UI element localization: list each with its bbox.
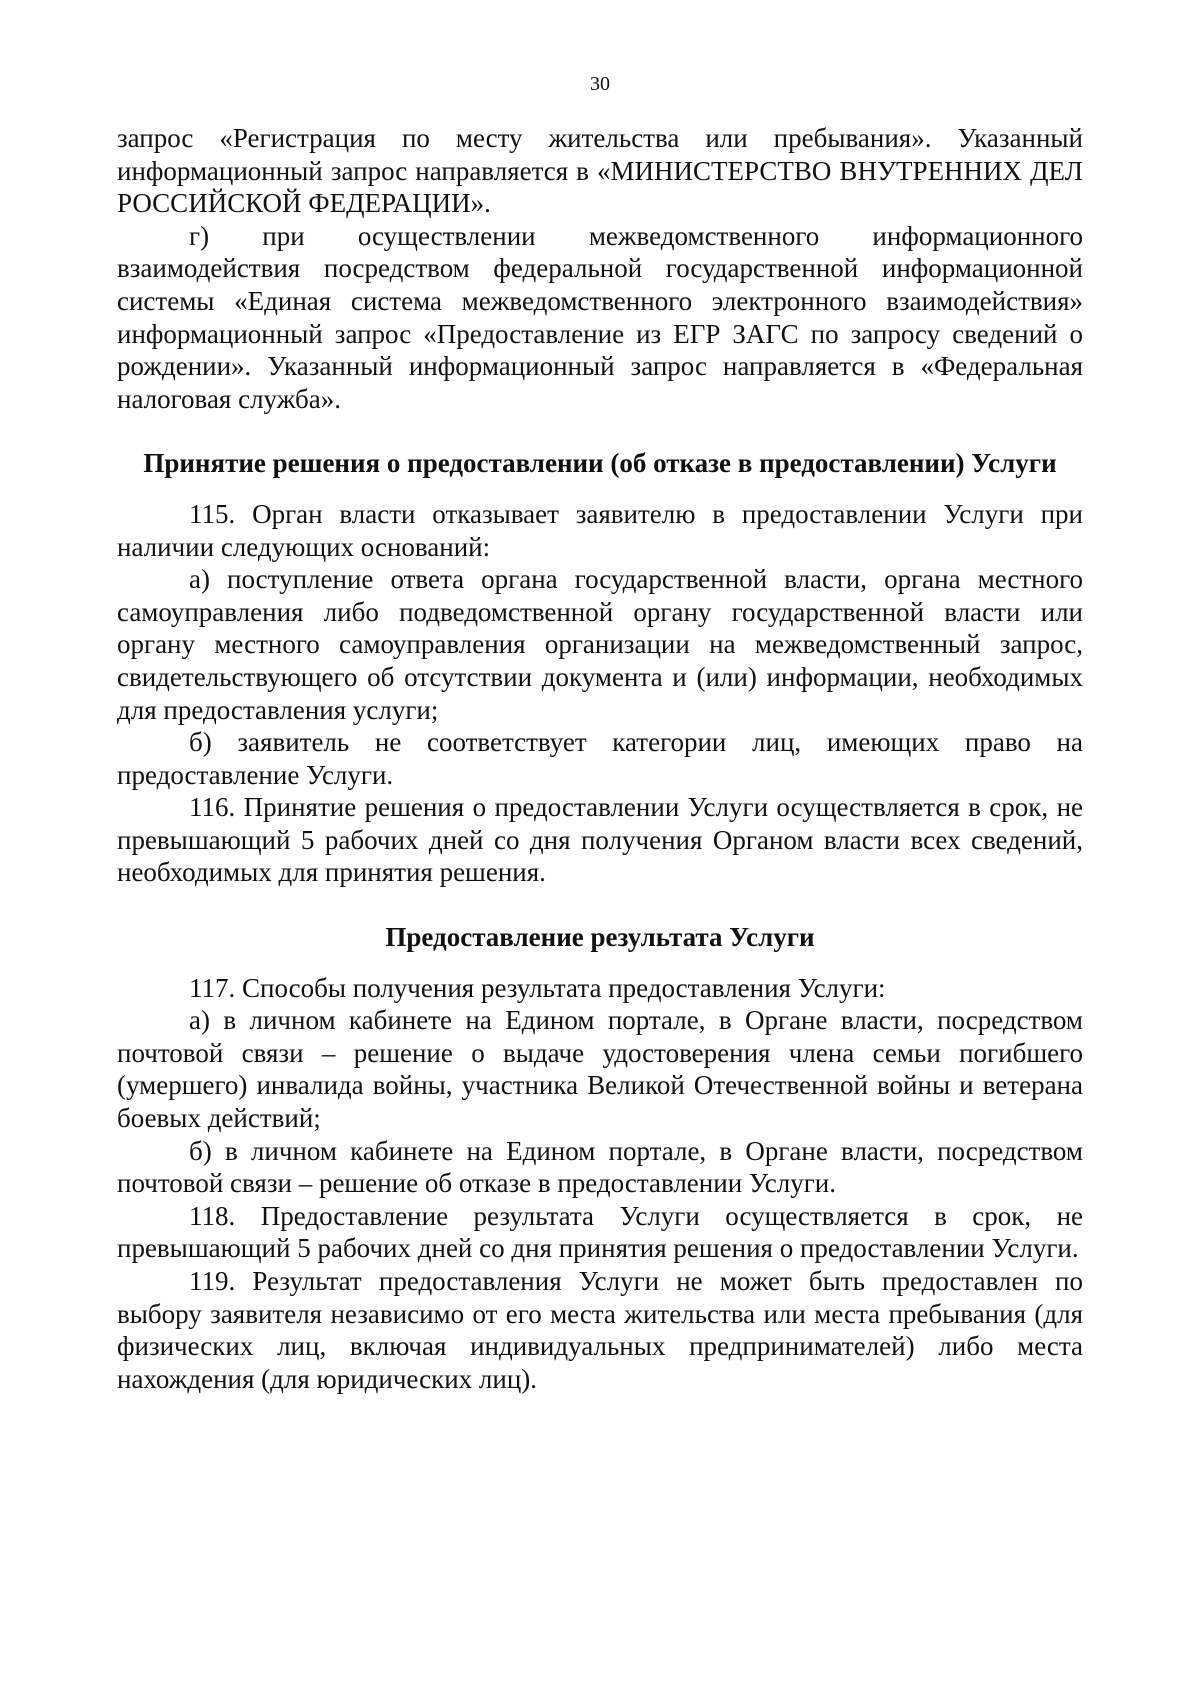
paragraph-115: 115. Орган власти отказывает заявителю в предоставлении Услуги при наличии следующих оснований: [117,498,1083,562]
spacer [117,415,1083,447]
paragraph-117: 117. Способы получения результата предоставления Услуги: [189,972,886,1003]
section-heading-result: Предоставление результата Услуги [385,922,815,953]
paragraph-item-g: г) при осуществлении межведомственного информационного взаимодействия посредством федеральной государственной информационной системы «Единая система межведомственного электронного взаимодействия» информационный запрос «Предоставление из ЕГР ЗАГС по запросу сведений о рождении». Указанный информационный запрос направляется в «Федеральная налоговая служба». [117,220,1083,414]
section-heading-decision: Принятие решения о предоставлении (об отказе в предоставлении) Услуги [143,448,1057,479]
spacer [117,889,1083,921]
spacer [117,954,1083,972]
page-number: 30 [590,73,610,95]
document-body [117,122,1083,1395]
paragraph-117-a: а) в личном кабинете на Едином портале, в Органе власти, посредством почтовой связи – решение о выдаче удостоверения члена семьи погибшего (умершего) инвалида войны, участника Великой Отечественной войны и ветерана боевых действий; [117,1005,1083,1134]
paragraph-116: 116. Принятие решения о предоставлении Услуги осуществляется в срок, не превышающий 5 рабочих дней со дня получения Органом власти всех сведений, необходимых для принятия решения. [117,792,1083,888]
paragraph-118: 118. Предоставление результата Услуги осуществляется в срок, не превышающий 5 рабочих дней со дня принятия решения о предоставлении Услуги. [117,1200,1083,1264]
paragraph-115-a: а) поступление ответа органа государственной власти, органа местного самоуправления либо подведомственной органу государственной власти или органу местного самоуправления организации на межведомственный запрос, свидетельствующего об отсутствии документа и (или) информации, необходимых для предоставления услуги; [117,564,1083,725]
paragraph-115-b: б) заявитель не соответствует категории лиц, имеющих право на предоставление Услуги. [117,727,1083,790]
spacer [117,480,1083,498]
paragraph-119: 119. Результат предоставления Услуги не может быть предоставлен по выбору заявителя независимо от его места жительства или места пребывания (для физических лиц, включая индивидуальных предпринимателей) либо места нахождения (для юридических лиц). [117,1266,1083,1394]
paragraph-registration-request: запрос «Регистрация по месту жительства или пребывания». Указанный информационный запрос направляется в «МИНИСТЕРСТВО ВНУТРЕННИХ ДЕЛ РОССИЙСКОЙ ФЕДЕРАЦИИ». [117,123,1083,219]
paragraph-117-b: б) в личном кабинете на Едином портале, в Органе власти, посредством почтовой связи – решение об отказе в предоставлении Услуги. [117,1135,1083,1199]
